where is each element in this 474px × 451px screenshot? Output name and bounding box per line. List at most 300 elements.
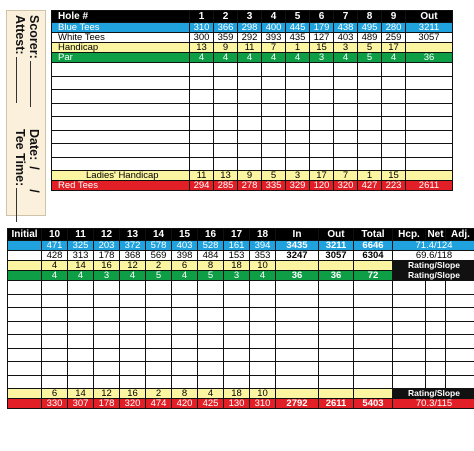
score-entry-cell[interactable]	[382, 103, 406, 117]
score-entry-cell[interactable]	[172, 321, 198, 335]
column-header: 13	[120, 229, 146, 241]
column-header: Total	[354, 229, 393, 241]
score-entry-cell[interactable]	[262, 117, 286, 131]
score-entry-cell[interactable]	[214, 103, 238, 117]
score-entry-cell[interactable]	[393, 335, 426, 349]
score-entry-cell[interactable]	[214, 157, 238, 171]
score-entry-cell[interactable]	[358, 130, 382, 144]
front-row-red	[52, 181, 453, 191]
column-header: 16	[198, 229, 224, 241]
score-entry-cell[interactable]	[198, 348, 224, 362]
score-entry-cell[interactable]	[214, 144, 238, 158]
score-cell: 435	[286, 33, 310, 43]
score-cell: 4	[120, 271, 146, 281]
back-row-header	[8, 229, 474, 241]
score-entry-cell[interactable]	[446, 362, 474, 376]
column-header: Hcp.	[393, 229, 426, 241]
score-entry-cell[interactable]	[286, 117, 310, 131]
score-entry-cell[interactable]	[354, 335, 393, 349]
attest-label: Attest:	[13, 15, 27, 103]
score-entry-cell[interactable]	[238, 157, 262, 171]
score-entry-cell[interactable]	[190, 130, 214, 144]
score-entry-cell[interactable]	[120, 281, 146, 295]
score-entry-cell[interactable]	[238, 144, 262, 158]
score-entry-cell[interactable]	[358, 76, 382, 90]
score-entry-cell[interactable]	[238, 63, 262, 77]
score-cell: 5	[358, 43, 382, 53]
score-cell: 325	[68, 241, 94, 251]
score-entry-cell[interactable]	[286, 76, 310, 90]
score-entry-cell[interactable]	[276, 335, 319, 349]
score-entry-cell[interactable]	[319, 348, 354, 362]
score-entry-cell[interactable]	[42, 308, 68, 322]
score-entry-cell[interactable]	[52, 130, 190, 144]
score-entry-cell[interactable]	[94, 294, 120, 308]
score-entry-cell[interactable]	[354, 321, 393, 335]
score-cell: 474	[146, 399, 172, 409]
score-cell: 2	[146, 261, 172, 271]
score-entry-cell[interactable]	[310, 63, 334, 77]
score-entry-cell[interactable]	[406, 130, 453, 144]
score-cell: 4	[334, 53, 358, 63]
score-entry-cell[interactable]	[120, 294, 146, 308]
score-entry-cell[interactable]	[120, 335, 146, 349]
rating-slope-value: 71.4/124	[393, 241, 474, 251]
score-entry-cell[interactable]	[198, 294, 224, 308]
score-entry-cell[interactable]	[172, 348, 198, 362]
score-entry-cell[interactable]	[198, 281, 224, 295]
score-entry-cell[interactable]	[354, 348, 393, 362]
score-entry-cell[interactable]	[146, 348, 172, 362]
score-entry-cell[interactable]	[238, 130, 262, 144]
score-entry-cell[interactable]	[146, 375, 172, 389]
score-entry-cell[interactable]	[446, 375, 474, 389]
score-entry-cell[interactable]	[250, 335, 276, 349]
score-cell: 4	[238, 53, 262, 63]
row-label: Red Tees	[52, 181, 190, 191]
score-cell: 17	[382, 43, 406, 53]
score-entry-cell[interactable]	[334, 144, 358, 158]
score-cell: 203	[94, 241, 120, 251]
score-entry-cell[interactable]	[250, 375, 276, 389]
score-cell: 4	[214, 53, 238, 63]
score-entry-cell[interactable]	[358, 157, 382, 171]
score-entry-cell[interactable]	[120, 362, 146, 376]
score-entry-cell[interactable]	[94, 362, 120, 376]
score-entry-cell[interactable]	[224, 308, 250, 322]
score-entry-cell[interactable]	[68, 294, 94, 308]
score-entry-cell[interactable]	[319, 335, 354, 349]
score-entry-cell[interactable]	[120, 308, 146, 322]
score-entry-cell[interactable]	[146, 308, 172, 322]
score-entry-cell[interactable]	[68, 375, 94, 389]
score-entry-cell[interactable]	[393, 362, 426, 376]
score-entry-cell[interactable]	[190, 144, 214, 158]
score-cell	[319, 261, 354, 271]
score-entry-cell[interactable]	[354, 281, 393, 295]
score-entry-cell[interactable]	[224, 348, 250, 362]
score-cell: 310	[190, 23, 214, 33]
score-entry-cell[interactable]	[190, 103, 214, 117]
score-entry-cell[interactable]	[94, 335, 120, 349]
score-entry-cell[interactable]	[224, 335, 250, 349]
score-entry-cell[interactable]	[198, 335, 224, 349]
score-entry-cell[interactable]	[68, 321, 94, 335]
score-cell	[276, 261, 319, 271]
score-entry-cell[interactable]	[8, 308, 42, 322]
score-entry-cell[interactable]	[52, 76, 190, 90]
score-cell: 3211	[319, 241, 354, 251]
tee-time-label: Tee Time:	[13, 129, 27, 222]
score-entry-cell[interactable]	[68, 281, 94, 295]
score-entry-cell[interactable]	[426, 348, 446, 362]
score-entry-cell[interactable]	[426, 362, 446, 376]
score-entry-cell[interactable]	[224, 375, 250, 389]
score-entry-cell[interactable]	[354, 294, 393, 308]
score-entry-cell[interactable]	[426, 375, 446, 389]
score-cell: 366	[214, 23, 238, 33]
score-entry-cell[interactable]	[406, 76, 453, 90]
score-entry-cell[interactable]	[406, 144, 453, 158]
score-entry-cell[interactable]	[250, 348, 276, 362]
score-entry-cell[interactable]	[382, 144, 406, 158]
score-cell: 15	[382, 171, 406, 181]
score-entry-cell[interactable]	[198, 321, 224, 335]
score-entry-cell[interactable]	[238, 76, 262, 90]
score-entry-cell[interactable]	[276, 294, 319, 308]
score-entry-cell[interactable]	[190, 117, 214, 131]
score-entry-cell[interactable]	[52, 90, 190, 104]
score-entry-cell[interactable]	[382, 90, 406, 104]
score-entry-cell[interactable]	[426, 281, 446, 295]
score-entry-cell[interactable]	[190, 157, 214, 171]
front-row-handicap	[52, 43, 453, 53]
score-entry-cell[interactable]	[286, 63, 310, 77]
score-entry-cell[interactable]	[286, 144, 310, 158]
score-entry-cell[interactable]	[68, 335, 94, 349]
score-entry-cell[interactable]	[250, 281, 276, 295]
score-entry-cell[interactable]	[334, 130, 358, 144]
score-entry-cell[interactable]	[214, 90, 238, 104]
score-entry-cell[interactable]	[393, 375, 426, 389]
score-entry-cell[interactable]	[446, 321, 474, 335]
score-entry-cell[interactable]	[94, 348, 120, 362]
score-entry-cell[interactable]	[146, 294, 172, 308]
score-entry-cell[interactable]	[406, 90, 453, 104]
score-entry-cell[interactable]	[68, 362, 94, 376]
score-entry-cell[interactable]	[276, 281, 319, 295]
score-cell: 11	[190, 171, 214, 181]
score-entry-cell[interactable]	[68, 348, 94, 362]
score-entry-cell[interactable]	[94, 375, 120, 389]
score-entry-cell[interactable]	[42, 348, 68, 362]
score-entry-cell[interactable]	[190, 90, 214, 104]
score-entry-cell[interactable]	[334, 103, 358, 117]
score-cell: 359	[214, 33, 238, 43]
score-entry-cell[interactable]	[42, 294, 68, 308]
score-entry-cell[interactable]	[354, 375, 393, 389]
back-player-row	[8, 335, 474, 349]
score-entry-cell[interactable]	[354, 308, 393, 322]
score-entry-cell[interactable]	[446, 281, 474, 295]
score-cell: 9	[238, 171, 262, 181]
score-entry-cell[interactable]	[214, 117, 238, 131]
score-entry-cell[interactable]	[319, 362, 354, 376]
score-entry-cell[interactable]	[393, 294, 426, 308]
score-entry-cell[interactable]	[146, 335, 172, 349]
score-cell: 18	[224, 261, 250, 271]
score-entry-cell[interactable]	[319, 375, 354, 389]
score-entry-cell[interactable]	[214, 76, 238, 90]
score-cell	[406, 171, 453, 181]
score-entry-cell[interactable]	[120, 348, 146, 362]
score-entry-cell[interactable]	[393, 348, 426, 362]
score-entry-cell[interactable]	[42, 321, 68, 335]
score-cell: 393	[262, 33, 286, 43]
score-entry-cell[interactable]	[276, 321, 319, 335]
score-cell: 259	[382, 33, 406, 43]
row-label: White Tees	[52, 33, 190, 43]
score-entry-cell[interactable]	[358, 144, 382, 158]
score-cell: 72	[354, 271, 393, 281]
score-entry-cell[interactable]	[310, 157, 334, 171]
score-cell: 484	[198, 251, 224, 261]
score-entry-cell[interactable]	[52, 63, 190, 77]
score-entry-cell[interactable]	[52, 144, 190, 158]
score-entry-cell[interactable]	[446, 294, 474, 308]
score-entry-cell[interactable]	[198, 375, 224, 389]
score-entry-cell[interactable]	[310, 117, 334, 131]
score-entry-cell[interactable]	[393, 308, 426, 322]
score-entry-cell[interactable]	[310, 103, 334, 117]
score-entry-cell[interactable]	[8, 362, 42, 376]
score-entry-cell[interactable]	[358, 117, 382, 131]
score-entry-cell[interactable]	[250, 321, 276, 335]
score-entry-cell[interactable]	[42, 362, 68, 376]
score-cell: 329	[286, 181, 310, 191]
score-entry-cell[interactable]	[446, 348, 474, 362]
score-cell: 569	[146, 251, 172, 261]
score-entry-cell[interactable]	[198, 362, 224, 376]
score-entry-cell[interactable]	[334, 63, 358, 77]
score-entry-cell[interactable]	[250, 294, 276, 308]
score-entry-cell[interactable]	[52, 157, 190, 171]
score-entry-cell[interactable]	[354, 362, 393, 376]
score-entry-cell[interactable]	[262, 144, 286, 158]
score-entry-cell[interactable]	[286, 90, 310, 104]
score-cell: 6	[172, 261, 198, 271]
score-entry-cell[interactable]	[334, 157, 358, 171]
score-entry-cell[interactable]	[8, 281, 42, 295]
score-entry-cell[interactable]	[68, 308, 94, 322]
score-cell: 179	[310, 23, 334, 33]
score-entry-cell[interactable]	[190, 63, 214, 77]
score-cell: 4	[68, 271, 94, 281]
score-entry-cell[interactable]	[286, 103, 310, 117]
front-player-row	[52, 144, 453, 158]
score-cell: 5	[262, 171, 286, 181]
score-entry-cell[interactable]	[262, 90, 286, 104]
score-entry-cell[interactable]	[310, 76, 334, 90]
score-entry-cell[interactable]	[382, 117, 406, 131]
score-entry-cell[interactable]	[120, 321, 146, 335]
score-entry-cell[interactable]	[358, 103, 382, 117]
score-entry-cell[interactable]	[172, 281, 198, 295]
score-entry-cell[interactable]	[310, 144, 334, 158]
score-entry-cell[interactable]	[250, 308, 276, 322]
score-cell: 13	[214, 171, 238, 181]
score-entry-cell[interactable]	[94, 321, 120, 335]
score-entry-cell[interactable]	[426, 294, 446, 308]
score-entry-cell[interactable]	[224, 362, 250, 376]
score-cell: 3	[224, 271, 250, 281]
column-header: 17	[224, 229, 250, 241]
score-entry-cell[interactable]	[238, 117, 262, 131]
score-entry-cell[interactable]	[382, 130, 406, 144]
score-cell: 425	[198, 399, 224, 409]
score-entry-cell[interactable]	[319, 321, 354, 335]
score-entry-cell[interactable]	[52, 103, 190, 117]
score-entry-cell[interactable]	[310, 90, 334, 104]
score-cell: 178	[94, 251, 120, 261]
score-entry-cell[interactable]	[319, 281, 354, 295]
score-cell: 3	[310, 53, 334, 63]
score-entry-cell[interactable]	[382, 63, 406, 77]
score-entry-cell[interactable]	[406, 103, 453, 117]
score-entry-cell[interactable]	[286, 157, 310, 171]
score-entry-cell[interactable]	[8, 335, 42, 349]
score-entry-cell[interactable]	[8, 375, 42, 389]
score-entry-cell[interactable]	[238, 90, 262, 104]
score-entry-cell[interactable]	[426, 308, 446, 322]
score-entry-cell[interactable]	[426, 335, 446, 349]
score-entry-cell[interactable]	[393, 321, 426, 335]
score-entry-cell[interactable]	[94, 308, 120, 322]
rating-slope-value: 69.6/118	[393, 251, 474, 261]
score-cell: 3	[334, 43, 358, 53]
score-entry-cell[interactable]	[276, 308, 319, 322]
score-entry-cell[interactable]	[358, 63, 382, 77]
score-entry-cell[interactable]	[262, 63, 286, 77]
score-entry-cell[interactable]	[224, 281, 250, 295]
score-cell	[8, 261, 42, 271]
back-player-row	[8, 308, 474, 322]
score-cell: 368	[120, 251, 146, 261]
score-cell: 427	[358, 181, 382, 191]
score-entry-cell[interactable]	[286, 130, 310, 144]
score-entry-cell[interactable]	[120, 375, 146, 389]
score-entry-cell[interactable]	[146, 281, 172, 295]
score-entry-cell[interactable]	[334, 117, 358, 131]
score-entry-cell[interactable]	[42, 335, 68, 349]
score-entry-cell[interactable]	[262, 103, 286, 117]
score-entry-cell[interactable]	[172, 375, 198, 389]
score-entry-cell[interactable]	[94, 281, 120, 295]
score-entry-cell[interactable]	[276, 375, 319, 389]
score-entry-cell[interactable]	[8, 294, 42, 308]
score-entry-cell[interactable]	[172, 308, 198, 322]
score-entry-cell[interactable]	[8, 321, 42, 335]
score-entry-cell[interactable]	[214, 63, 238, 77]
score-entry-cell[interactable]	[42, 281, 68, 295]
score-cell: 3	[94, 271, 120, 281]
score-entry-cell[interactable]	[250, 362, 276, 376]
score-entry-cell[interactable]	[393, 281, 426, 295]
score-entry-cell[interactable]	[146, 321, 172, 335]
score-cell: 2792	[276, 399, 319, 409]
score-cell: 36	[319, 271, 354, 281]
score-entry-cell[interactable]	[262, 76, 286, 90]
back-player-row	[8, 321, 474, 335]
score-entry-cell[interactable]	[446, 308, 474, 322]
score-cell: 7	[334, 171, 358, 181]
back-row-red	[8, 399, 474, 409]
score-entry-cell[interactable]	[382, 76, 406, 90]
score-cell: 528	[198, 241, 224, 251]
back-player-row	[8, 294, 474, 308]
column-header: Out	[319, 229, 354, 241]
score-entry-cell[interactable]	[214, 130, 238, 144]
score-cell: 320	[334, 181, 358, 191]
score-entry-cell[interactable]	[172, 335, 198, 349]
score-entry-cell[interactable]	[172, 294, 198, 308]
score-entry-cell[interactable]	[334, 90, 358, 104]
score-entry-cell[interactable]	[52, 117, 190, 131]
scorer-attest-strip	[6, 10, 46, 216]
score-entry-cell[interactable]	[190, 76, 214, 90]
front-row-ladies-handicap	[52, 171, 453, 181]
score-entry-cell[interactable]	[319, 308, 354, 322]
score-cell: 3057	[406, 33, 453, 43]
score-entry-cell[interactable]	[406, 117, 453, 131]
score-cell: 223	[382, 181, 406, 191]
score-cell: 4	[198, 389, 224, 399]
score-entry-cell[interactable]	[276, 348, 319, 362]
score-entry-cell[interactable]	[172, 362, 198, 376]
score-entry-cell[interactable]	[426, 321, 446, 335]
score-entry-cell[interactable]	[198, 308, 224, 322]
score-entry-cell[interactable]	[224, 294, 250, 308]
score-cell: 298	[238, 23, 262, 33]
score-entry-cell[interactable]	[382, 157, 406, 171]
score-entry-cell[interactable]	[358, 90, 382, 104]
score-entry-cell[interactable]	[238, 103, 262, 117]
score-entry-cell[interactable]	[146, 362, 172, 376]
score-entry-cell[interactable]	[224, 321, 250, 335]
row-label: Handicap	[52, 43, 190, 53]
score-entry-cell[interactable]	[8, 348, 42, 362]
score-entry-cell[interactable]	[334, 76, 358, 90]
score-cell: 7	[334, 11, 358, 23]
score-cell: 130	[224, 399, 250, 409]
column-header: 18	[250, 229, 276, 241]
score-entry-cell[interactable]	[406, 157, 453, 171]
score-cell: 4	[262, 53, 286, 63]
score-entry-cell[interactable]	[310, 130, 334, 144]
score-entry-cell[interactable]	[276, 362, 319, 376]
score-entry-cell[interactable]	[262, 157, 286, 171]
score-cell: 18	[224, 389, 250, 399]
score-cell: 16	[94, 261, 120, 271]
score-entry-cell[interactable]	[319, 294, 354, 308]
score-cell: 3247	[276, 251, 319, 261]
score-entry-cell[interactable]	[42, 375, 68, 389]
score-entry-cell[interactable]	[406, 63, 453, 77]
back-row-handicap	[8, 261, 474, 271]
score-entry-cell[interactable]	[446, 335, 474, 349]
score-cell: 285	[214, 181, 238, 191]
score-entry-cell[interactable]	[262, 130, 286, 144]
